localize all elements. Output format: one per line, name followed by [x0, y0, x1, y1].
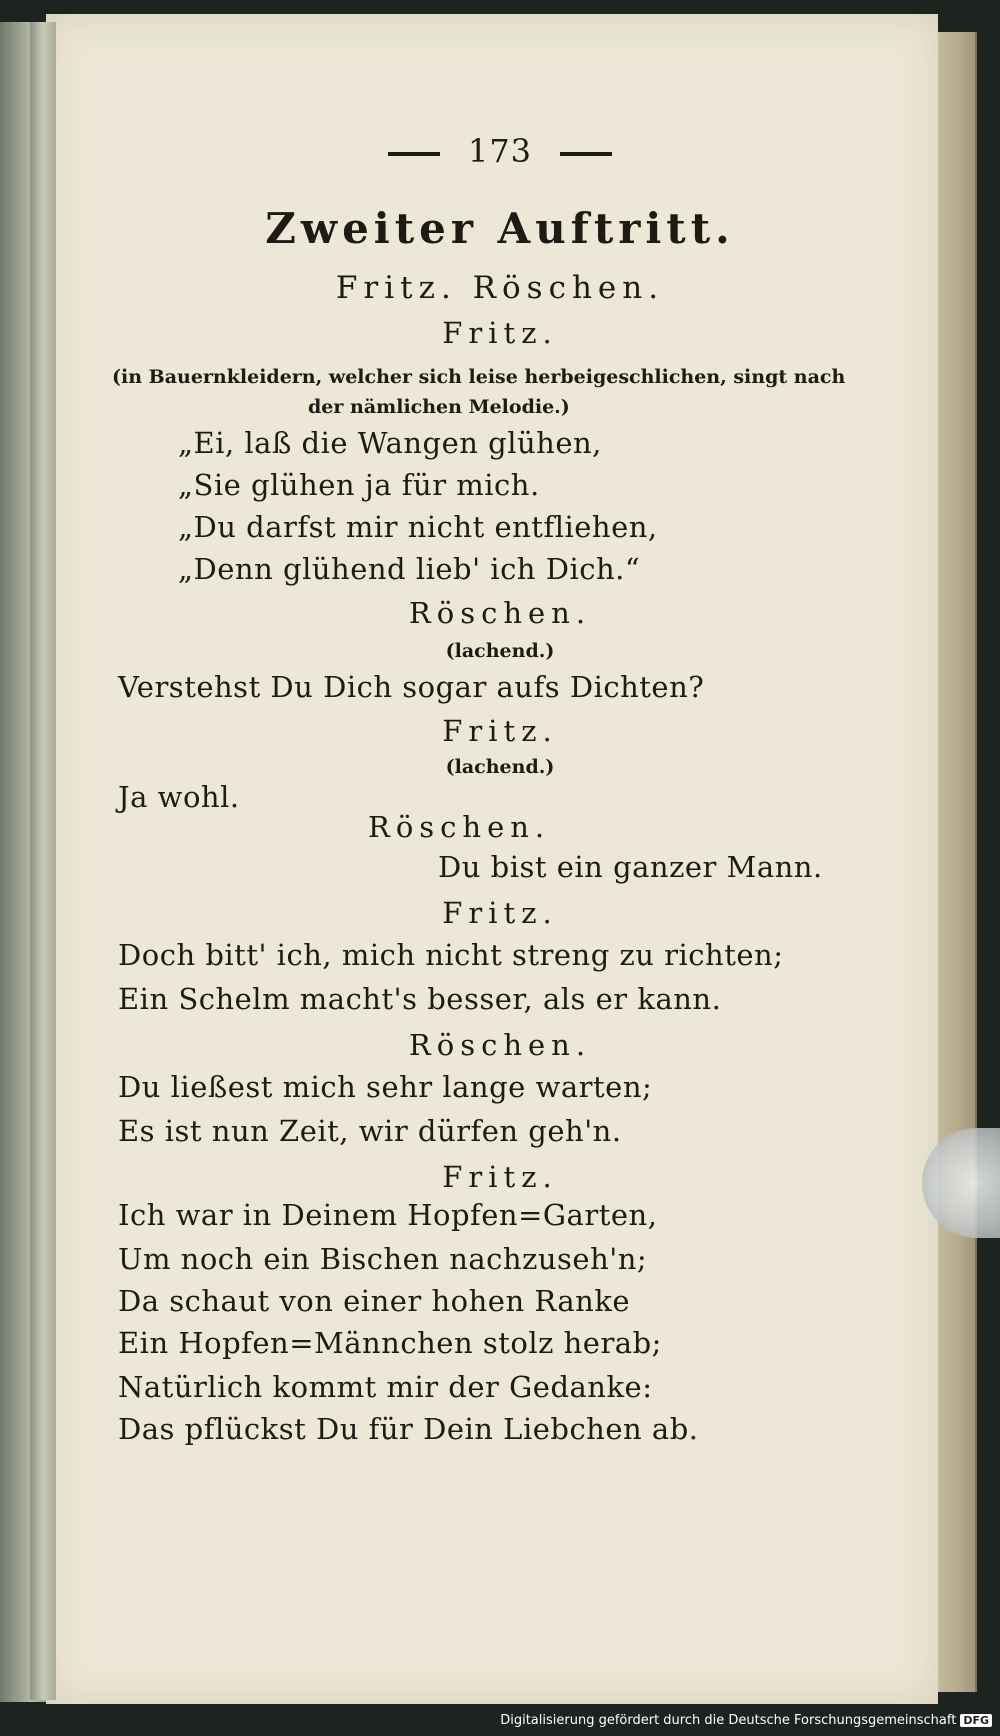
verse-line: „Du darfst mir nicht entfliehen,: [178, 510, 658, 544]
stage-direction: der nämlichen Melodie.): [308, 396, 570, 418]
dash-left: [388, 152, 440, 156]
speaker-fritz: Fritz.: [442, 316, 558, 350]
footer-text: Digitalisierung gefördert durch die Deutsche Forschungsgemeinschaft: [500, 1713, 957, 1728]
verse-line: Du ließest mich sehr lange warten;: [118, 1070, 653, 1104]
verse-line: Ja wohl.: [118, 780, 240, 814]
verse-line: Natürlich kommt mir der Gedanke:: [118, 1370, 653, 1404]
verse-line: „Sie glühen ja für mich.: [178, 468, 540, 502]
verse-line: Ich war in Deinem Hopfen=Garten,: [118, 1198, 658, 1232]
verse-line: Da schaut von einer hohen Ranke: [118, 1284, 631, 1318]
verse-line: Ein Hopfen=Männchen stolz herab;: [118, 1326, 662, 1360]
stage-direction: (in Bauernkleidern, welcher sich leise herbeigeschlichen, singt nach: [112, 366, 846, 388]
speaker-fritz: Fritz.: [442, 896, 558, 930]
verse-line: Es ist nun Zeit, wir dürfen geh'n.: [118, 1114, 622, 1148]
verse-line: Doch bitt' ich, mich nicht streng zu richten;: [118, 938, 784, 972]
verse-line: Um noch ein Bischen nachzuseh'n;: [118, 1242, 648, 1276]
footer-credit: [500, 1713, 992, 1728]
verse-line: „Ei, laß die Wangen glühen,: [178, 426, 602, 460]
speaker-roeschen: Röschen.: [408, 596, 592, 630]
stage-direction: (lachend.): [445, 756, 555, 778]
speaker-roeschen: Röschen.: [368, 810, 551, 844]
character-list: Fritz. Röschen.: [335, 270, 665, 306]
speaker-roeschen: Röschen.: [408, 1028, 592, 1062]
page-number: [0, 132, 1000, 170]
speaker-fritz: Fritz.: [442, 1160, 558, 1194]
verse-line: Das pflückst Du für Dein Liebchen ab.: [118, 1412, 699, 1446]
dfg-logo: DFG: [960, 1714, 992, 1727]
verse-line: „Denn glühend lieb' ich Dich.“: [178, 552, 641, 586]
verse-line: Ein Schelm macht's besser, als er kann.: [118, 982, 722, 1016]
scene-heading: Zweiter Auftritt.: [265, 204, 735, 253]
stage-direction: (lachend.): [445, 640, 555, 662]
verse-line: Du bist ein ganzer Mann.: [438, 850, 823, 884]
verse-line: Verstehst Du Dich sogar aufs Dichten?: [118, 670, 705, 704]
speaker-fritz: Fritz.: [442, 714, 558, 748]
dash-right: [560, 152, 612, 156]
page-number-value: 173: [467, 132, 533, 170]
